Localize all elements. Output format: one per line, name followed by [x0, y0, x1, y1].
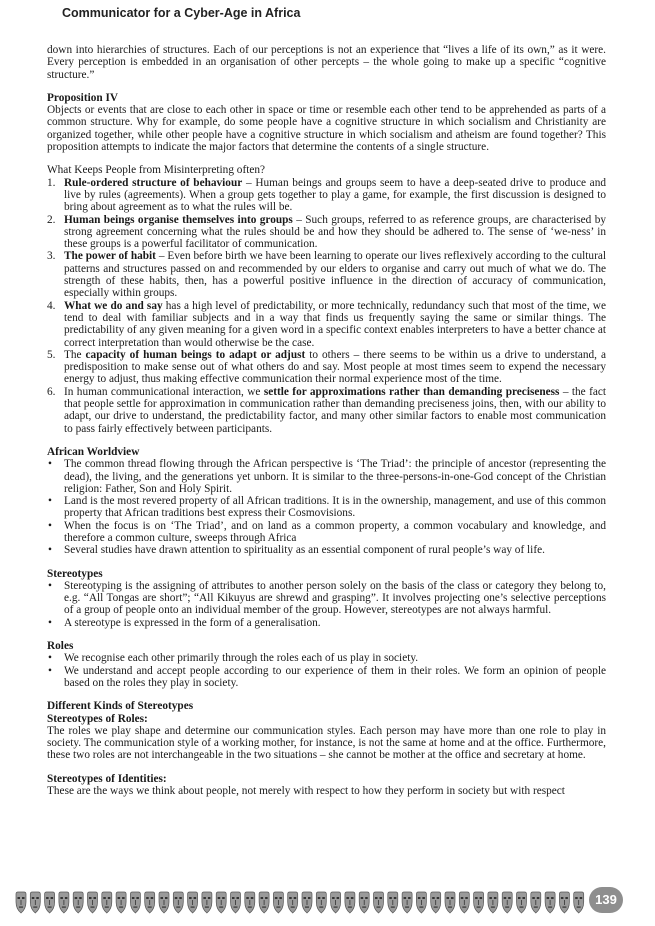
list-item: 4. What we do and say has a high level of predictability, or more technically, redundancy such that most of the time, we tend to deal with familiar subjects and in a way that finds us frequently saying the same or similar things. The predictability of any given meaning for a given word in a specific context enables interpreters to have a better chance at correct interpretation than would otherwise be the case.	[47, 299, 606, 349]
african-worldview-heading: African Worldview	[47, 445, 140, 458]
mask-icon	[288, 892, 298, 913]
list-item: • We recognise each other primarily through the roles each of us play in society.	[48, 652, 419, 665]
mask-icon	[188, 892, 198, 913]
mask-icon	[16, 892, 26, 913]
intro-paragraph: down into hierarchies of structures. Each of our perceptions is not an experience that “lives a life of its own,” as it were. Every perception is embedded in an organisation of other percepts – the whole going to make up a specific “cognitive structure.”	[47, 44, 606, 81]
list-item: 1. Rule-ordered structure of behaviour – Human beings and groups seem to have a deep-seated drive to produce and live by rules (agreements). When a group gets together to play a game, for example, the first discussion is designed to bring about agreement as to what the rules will be.	[47, 176, 606, 214]
proposition-text: Objects or events that are close to each other in space or time or resemble each other tend to be apprehended as parts of a common structure. Why for example, do some people have a cognitive structure in which socialism and Christianity are organized together, while other people have a cognitive structure in which socialism and atheism are found together? This proposition attempts to indicate the major factors that determine the contents of a single structure.	[47, 104, 606, 154]
identities-subheading: Stereotypes of Identities:	[47, 772, 167, 785]
mask-icon	[159, 892, 169, 913]
mask-icon	[273, 892, 283, 913]
misinterpret-list	[47, 177, 606, 435]
mask-icon	[559, 892, 569, 913]
roles-stereotype-text: The roles we play shape and determine our communication styles. Each person may have more than one role to play in society. The communication style of a working mother, for instance, is not the same at home and at the office. Furthermore, these two roles are not interchangeable in the two situations – she cannot be mother at the office and secretary at home.	[47, 724, 606, 762]
mask-icon	[531, 892, 541, 913]
mask-icon	[359, 892, 369, 913]
list-item: • The common thread flowing through the African perspective is ‘The Triad’: the principle of ancestor (representing the dead), the living, and the generations yet unborn. It is similar to the three-persons-in-one-God concept of the Christian religion: Father, Son and Holy Spirit.	[48, 458, 606, 495]
roles-heading: Roles	[47, 640, 74, 653]
proposition-heading: Proposition IV	[47, 91, 119, 104]
mask-icon	[474, 892, 484, 913]
list-item: • When the focus is on ‘The Triad’, and on land as a common property, a common vocabulary and knowledge, and therefore a common culture, sweeps through Africa	[48, 519, 606, 544]
mask-icon	[302, 892, 312, 913]
mask-icon	[116, 892, 126, 913]
identities-text: These are the ways we think about people, not merely with respect to how they perform in society but with respect	[47, 785, 565, 798]
african-mask-border-icon	[14, 889, 594, 915]
stereotypes-list	[47, 580, 606, 629]
list-item: • Stereotyping is the assigning of attributes to another person solely on the basis of the class or category they belong to, e.g. “All Tongas are short”; “All Kikuyus are shrewd and grasping”. It involves projecting one’s selective perceptions of a group of people onto an individual member of the group. However, stereotypes are not always harmful.	[48, 579, 606, 617]
mask-icon	[545, 892, 555, 913]
roles-list	[47, 652, 606, 689]
mask-icon	[130, 892, 140, 913]
mask-icon	[331, 892, 341, 913]
mask-icon	[88, 892, 98, 913]
mask-icon	[488, 892, 498, 913]
mask-icon	[73, 892, 83, 913]
list-item: • Several studies have drawn attention to spirituality as an essential component of rural people’s way of life.	[48, 544, 545, 557]
running-header-title: Communicator for a Cyber-Age in Africa	[62, 6, 301, 20]
mask-icon	[374, 892, 384, 913]
list-item: 3. The power of habit – Even before birth we have been learning to operate our lives reflexively according to the cultural patterns and structures passed on and recommended by our elders to organise and carry out much of what we do. The strength of these habits, then, has a powerful positive influence in the direction of accuracy of communication, especially within groups.	[47, 250, 606, 300]
list-item: 2. Human beings organise themselves into groups – Such groups, referred to as reference groups, are characterised by strong agreement concerning what the rules should be and how they should be adhered to. The sense of ‘we-ness’ in these groups is a powerful facilitator of communication.	[47, 213, 606, 251]
mask-icon	[30, 892, 40, 913]
mask-icon	[431, 892, 441, 913]
african-worldview-list	[47, 458, 606, 556]
list-item: 6. In human communicational interaction, we settle for approximations rather than demanding preciseness – the fact that people settle for approximation in communication rather than demanding preciseness joins, then, with our ability to adapt, our drive to understand, the predictability factor, and many other similar factors to enable most communication to pass fairly effectively between participants.	[47, 385, 607, 435]
mask-icon	[245, 892, 255, 913]
mask-icon	[574, 892, 584, 913]
mask-icon	[388, 892, 398, 913]
mask-icon	[459, 892, 469, 913]
mask-icon	[102, 892, 112, 913]
list-item: • A stereotype is expressed in the form of a generalisation.	[48, 616, 321, 629]
misinterpret-intro: What Keeps People from Misinterpreting often?	[47, 164, 266, 177]
mask-icon	[173, 892, 183, 913]
list-item: • We understand and accept people according to our experience of them in their roles. We form an opinion of people based on the roles they play in society.	[48, 664, 606, 689]
mask-icon	[202, 892, 212, 913]
stereotypes-heading: Stereotypes	[47, 567, 103, 580]
mask-icon	[316, 892, 326, 913]
mask-icon	[345, 892, 355, 913]
mask-icon	[216, 892, 226, 913]
mask-icon	[231, 892, 241, 913]
page-number: 139	[589, 887, 623, 913]
mask-icon	[416, 892, 426, 913]
kinds-heading: Different Kinds of Stereotypes	[47, 700, 194, 713]
mask-icon	[502, 892, 512, 913]
mask-icon	[45, 892, 55, 913]
mask-icon	[59, 892, 69, 913]
mask-icon	[517, 892, 527, 913]
mask-icon	[145, 892, 155, 913]
mask-icon	[402, 892, 412, 913]
page-body	[47, 44, 606, 797]
mask-icon	[445, 892, 455, 913]
list-item: 5. The capacity of human beings to adapt or adjust to others – there seems to be within us a drive to understand, a predisposition to make sense out of what others do and say. Most people at most times seem to expend the necessary energy to adjust, thus making effective communication their normal experience most of the time.	[47, 348, 606, 386]
roles-subheading: Stereotypes of Roles:	[47, 712, 148, 725]
list-item: • Land is the most revered property of all African traditions. It is in the ownership, management, and use of this common property that African traditions best express their Cosmovisions.	[48, 495, 606, 520]
mask-icon	[259, 892, 269, 913]
